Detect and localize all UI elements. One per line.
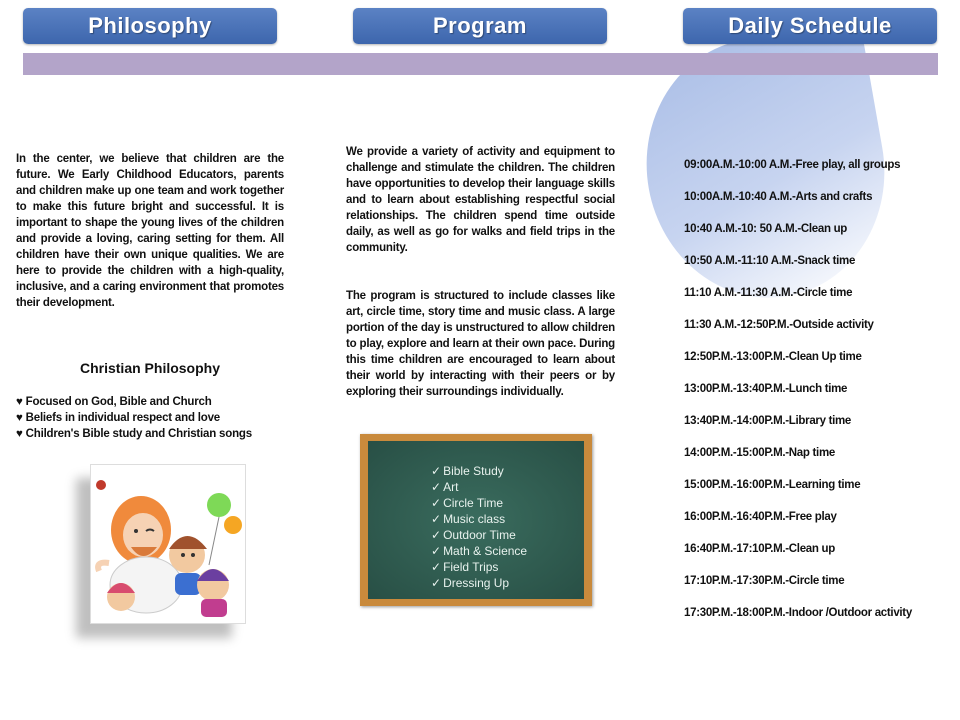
heart-icon: ♥ (16, 428, 23, 440)
schedule-item: 17:30P.M.-18:00P.M.-Indoor /Outdoor activity (684, 607, 912, 619)
program-header: Program (353, 8, 607, 44)
schedule-item: 16:00P.M.-16:40P.M.-Free play (684, 511, 837, 523)
schedule-item: 15:00P.M.-16:00P.M.-Learning time (684, 479, 861, 491)
heart-icon: ♥ (16, 396, 23, 408)
list-item: ✓ Field Trips (431, 560, 499, 574)
christian-philosophy-title: Christian Philosophy (79, 360, 220, 376)
clipart-illustration (91, 465, 245, 623)
schedule-item: 17:10P.M.-17:30P.M.-Circle time (684, 575, 845, 587)
checkmark-icon: ✓ (431, 560, 442, 574)
jesus-with-children-clipart (90, 464, 246, 624)
list-item: ✓ Outdoor Time (431, 528, 516, 542)
schedule-item: 11:10 A.M.-11:30 A.M.-Circle time (684, 287, 853, 299)
schedule-header: Daily Schedule (683, 8, 937, 44)
schedule-item: 16:40P.M.-17:10P.M.-Clean up (684, 543, 835, 555)
list-item: ✓ Circle Time (431, 496, 504, 510)
list-item: ♥ Beliefs in individual respect and love (16, 412, 220, 424)
checkmark-icon: ✓ (431, 464, 442, 478)
list-item: ♥ Focused on God, Bible and Church (16, 396, 212, 408)
checkmark-icon: ✓ (431, 528, 442, 542)
schedule-item: 12:50P.M.-13:00P.M.-Clean Up time (684, 351, 862, 363)
list-item: ✓ Music class (431, 512, 506, 526)
schedule-item: 14:00P.M.-15:00P.M.-Nap time (684, 447, 835, 459)
program-text-2: The program is structured to include classes like art, circle time, story time and music class. A large portion of the day is unstructured to allow children to play, explore and learn at their own pace. During this time children are encouraged to learn about their world by interacting with their peers or by exploring their surroundings individually. (346, 290, 615, 398)
list-item: ✓ Bible Study (431, 464, 504, 478)
chalkboard (360, 434, 592, 606)
purple-divider-band (23, 53, 938, 75)
list-item: ♥ Children's Bible study and Christian songs (16, 428, 252, 440)
checkmark-icon: ✓ (431, 512, 442, 526)
list-item: ✓ Dressing Up (431, 576, 510, 590)
checkmark-icon: ✓ (431, 576, 442, 590)
schedule-item: 10:00A.M.-10:40 A.M.-Arts and crafts (684, 191, 873, 203)
daily-schedule-list (684, 157, 912, 637)
program-text-1: We provide a variety of activity and equipment to challenge and stimulate the children. The children have opportunities to develop their language skills and to learn about establishing respectful social relationships. The children spend time outside daily, as well as go for walks and field trips in the community. (346, 146, 615, 254)
checkmark-icon: ✓ (431, 496, 442, 510)
schedule-item: 13:40P.M.-14:00P.M.-Library time (684, 415, 852, 427)
checkmark-icon: ✓ (431, 480, 442, 494)
chalkboard-surface (368, 441, 584, 599)
christian-philosophy-list (16, 394, 306, 442)
list-item: ✓ Math & Science (431, 544, 528, 558)
schedule-item: 10:50 A.M.-11:10 A.M.-Snack time (684, 255, 856, 267)
list-item: ✓ Art (431, 480, 459, 494)
schedule-item: 13:00P.M.-13:40P.M.-Lunch time (684, 383, 848, 395)
philosophy-text: In the center, we believe that children are the future. We Early Childhood Educators, parents and children make up one team and work together to make this future bright and successful. It is important to shape the young lives of the children and provide a loving, caring setting for them. All children have their own unique qualities. We are here to provide the children with a high-quality, inclusive, and a caring environment that promotes their development. (16, 153, 284, 309)
schedule-item: 09:00A.M.-10:00 A.M.-Free play, all groups (684, 159, 901, 171)
schedule-item: 11:30 A.M.-12:50P.M.-Outside activity (684, 319, 874, 331)
philosophy-header: Philosophy (23, 8, 277, 44)
schedule-item: 10:40 A.M.-10: 50 A.M.-Clean up (684, 223, 848, 235)
heart-icon: ♥ (16, 412, 23, 424)
activities-list (431, 463, 527, 591)
checkmark-icon: ✓ (431, 544, 442, 558)
